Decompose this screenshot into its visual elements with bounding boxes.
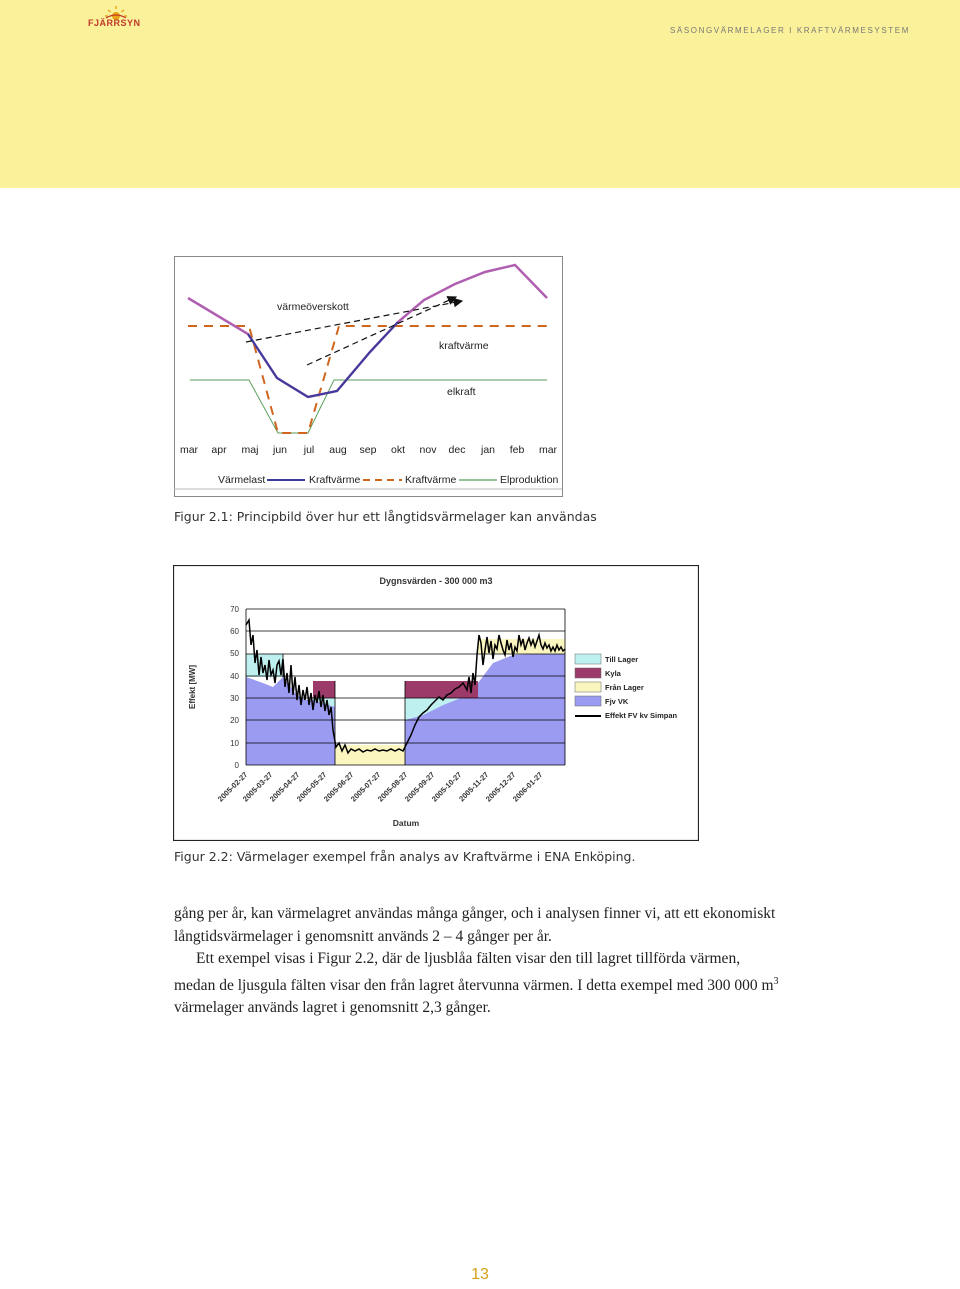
- x-tick: 2005-12-27: [483, 770, 518, 804]
- x-tick: 2005-11-27: [457, 770, 491, 804]
- figure-1-principle-chart: [174, 256, 563, 497]
- x-tick: 2006-01-27: [510, 770, 545, 804]
- paragraph-2-part-a: Ett exempel visas i Figur 2.2, där de ljusblåa fälten visar den till lagret tillförda värmen, medan de ljusgula fälten visar den från lagret återvunna värmen. I detta exempel med 300 000 m: [174, 950, 774, 994]
- x-tick: 2005-03-27: [240, 770, 275, 804]
- x-axis-label: Datum: [392, 818, 420, 828]
- y-tick: 0: [234, 761, 239, 770]
- legend-fran-lager: Från Lager: [605, 683, 644, 692]
- legend-kraftvarme-1: Kraftvärme: [309, 474, 361, 486]
- month-tick: sep: [359, 444, 377, 456]
- figure-1-caption: Figur 2.1: Principbild över hur ett långtidsvärmelager kan användas: [174, 509, 597, 524]
- paragraph-1: gång per år, kan värmelagret användas många gånger, och i analysen finner vi, att ett ekonomiskt långtidsvärmelager i genomsnitt används 2 – 4 gånger per år.: [174, 905, 776, 945]
- legend-varmelast: Värmelast: [218, 474, 266, 486]
- legend-elproduktion: Elproduktion: [500, 474, 559, 486]
- x-tick: 2005-06-27: [321, 770, 356, 804]
- y-tick: 30: [230, 694, 239, 703]
- page-number: 13: [471, 1266, 489, 1283]
- month-tick: jan: [480, 444, 496, 456]
- label-varmeoverskott: värmeöverskott: [277, 301, 349, 313]
- paragraph-2: [174, 948, 784, 1020]
- y-axis-label: Effekt [MW]: [188, 665, 197, 709]
- legend-kyla: Kyla: [605, 669, 621, 678]
- logo-text: FJÄRRSYN: [88, 18, 141, 28]
- y-tick: 10: [230, 739, 239, 748]
- month-tick: nov: [419, 444, 437, 456]
- month-tick: mar: [538, 444, 558, 456]
- x-tick: 2005-07-27: [348, 770, 383, 804]
- paragraph-2-part-b: värmelager används lagret i genomsnitt 2,3 gånger.: [174, 999, 491, 1017]
- month-tick: maj: [241, 444, 259, 456]
- x-tick: 2005-10-27: [429, 770, 464, 804]
- y-tick: 70: [230, 605, 239, 614]
- running-title: SÄSONGVÄRMELAGER I KRAFTVÄRMESYSTEM: [669, 26, 910, 35]
- legend-fjv-vk: Fjv VK: [605, 697, 629, 706]
- month-tick: jul: [303, 444, 315, 456]
- y-tick: 40: [230, 672, 239, 681]
- superscript: 3: [773, 975, 779, 987]
- month-tick: feb: [509, 444, 525, 456]
- figure-2-daily-values-chart: [173, 565, 699, 841]
- legend-till-lager: Till Lager: [605, 655, 639, 664]
- figure-2-caption: Figur 2.2: Värmelager exempel från analys av Kraftvärme i ENA Enköping.: [174, 849, 636, 864]
- x-tick: 2005-09-27: [402, 770, 437, 804]
- chart-title: Dygnsvärden - 300 000 m3: [379, 576, 493, 586]
- x-tick: 2005-08-27: [375, 770, 410, 804]
- x-tick: 2005-05-27: [294, 770, 329, 804]
- x-tick: 2005-04-27: [267, 770, 302, 804]
- legend-kraftvarme-2: Kraftvärme: [405, 474, 457, 486]
- body-text: [174, 903, 784, 1020]
- y-tick: 50: [230, 649, 239, 658]
- label-elkraft: elkraft: [447, 386, 476, 398]
- y-tick: 60: [230, 627, 239, 636]
- legend-effekt: Effekt FV kv Simpan: [605, 711, 678, 720]
- x-tick: 2005-02-27: [215, 770, 250, 804]
- y-tick: 20: [230, 716, 239, 725]
- month-tick: mar: [179, 444, 199, 456]
- kyla-area: [313, 681, 335, 698]
- month-tick: aug: [329, 444, 347, 456]
- month-tick: apr: [211, 444, 227, 456]
- month-tick: dec: [448, 444, 466, 456]
- month-tick: jun: [272, 444, 288, 456]
- month-tick: okt: [390, 444, 406, 456]
- label-kraftvarme: kraftvärme: [439, 340, 489, 352]
